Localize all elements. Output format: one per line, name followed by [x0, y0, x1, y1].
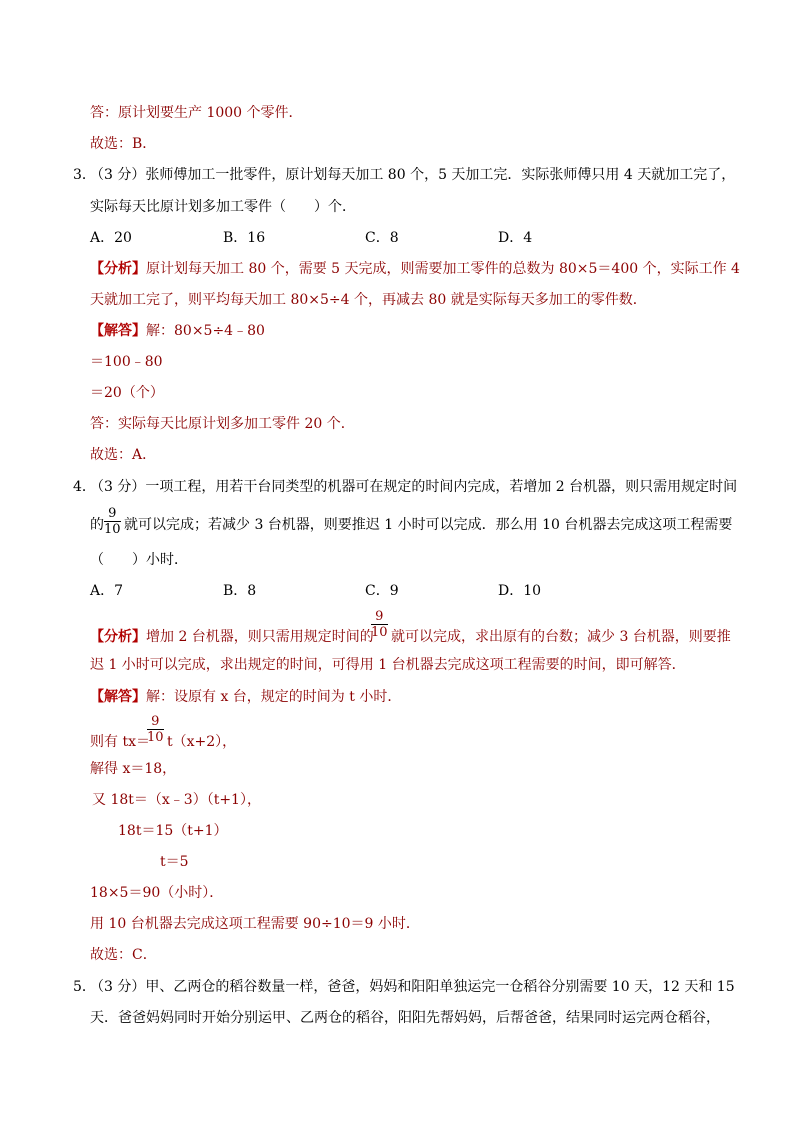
q4-choice: 故选：C．	[90, 947, 157, 963]
analysis-tag: 【分析】	[90, 629, 146, 645]
fraction-denominator: 10	[371, 625, 388, 640]
q3-option-b: B．16	[223, 230, 266, 246]
q4-analysis-fraction	[371, 609, 388, 640]
q3-option-d: D．4	[498, 230, 533, 246]
q4-stem-line1: （3 分）一项工程，用若干台同类型的机器可在规定的时间内完成，若增加 2 台机器，则只需用规定时间	[90, 479, 738, 495]
q2-answer: 答：原计划要生产 1000 个零件．	[90, 105, 303, 121]
q4-analysis-text: 增加 2 台机器，则只需用规定时间的	[146, 629, 374, 645]
q3-answer: 答：实际每天比原计划多加工零件 20 个．	[90, 416, 355, 432]
q4-eq1-fraction	[147, 714, 164, 745]
q3-stem-line2: 实际每天比原计划多加工零件（ ）个．	[90, 199, 356, 215]
q4-fraction	[104, 506, 121, 537]
q5-stem-line1: （3 分）甲、乙两仓的稻谷数量一样，爸爸，妈妈和阳阳单独运完一仓稻谷分别需要 10 天，12 天和 15	[90, 979, 735, 995]
q4-eq1-pre: 则有 tx＝	[90, 734, 150, 750]
q5-number: 5．	[73, 979, 96, 995]
q5-stem-line2: 天．爸爸妈妈同时开始分别运甲、乙两仓的稻谷，阳阳先帮妈妈，后帮爸爸，结果同时运完两仓稻谷，	[90, 1010, 720, 1026]
fraction-numerator: 9	[147, 714, 164, 730]
analysis-tag: 【分析】	[90, 261, 146, 277]
q4-option-d: D．10	[498, 583, 542, 599]
q3-analysis-text: 原计划每天加工 80 个，需要 5 天完成，则需要加工零件的总数为 80×5＝400 个，实际工作 4	[146, 261, 740, 277]
q3-number: 3．	[73, 167, 96, 183]
q3-analysis-line2: 天就加工完了，则平均每天加工 80×5÷4 个，再减去 80 就是实际每天多加工的零件数．	[90, 292, 647, 308]
q4-stem-line3: （ ）小时．	[90, 552, 188, 568]
solution-tag: 【解答】	[90, 689, 146, 705]
q4-analysis-line1-post: 就可以完成，求出原有的台数；减少 3 台机器，则要推	[391, 629, 731, 645]
q4-option-c: C．9	[365, 583, 399, 599]
q3-solution-text: 解：80×5÷4﹣80	[146, 323, 265, 339]
q3-option-c: C．8	[365, 230, 399, 246]
q4-analysis-line2: 迟 1 小时可以完成，求出规定的时间，可得用 1 台机器去完成这项工程需要的时间，即可解答．	[90, 657, 686, 673]
q4-number: 4．	[73, 479, 96, 495]
q3-option-a: A．20	[90, 230, 132, 246]
fraction-numerator: 9	[371, 609, 388, 625]
fraction-denominator: 10	[104, 522, 121, 537]
q3-choice: 故选：A．	[90, 447, 157, 463]
q3-step1: ＝100﹣80	[90, 354, 163, 370]
q4-option-b: B．8	[223, 583, 257, 599]
q4-solution-line1	[90, 688, 401, 706]
q4-stem-line2-post: 就可以完成；若减少 3 台机器，则要推迟 1 小时可以完成．那么用 10 台机器去完成这项工程需要	[124, 517, 733, 533]
fraction-denominator: 10	[147, 730, 164, 745]
q4-eq2: 解得 x＝18，	[90, 761, 177, 777]
q3-stem-line1: （3 分）张师傅加工一批零件，原计划每天加工 80 个，5 天加工完．实际张师傅只用 4 天就加工完了，	[90, 167, 736, 183]
q4-answer: 用 10 台机器去完成这项工程需要 90÷10＝9 小时．	[90, 916, 420, 932]
q4-eq4: 18t＝15（t+1）	[118, 823, 228, 839]
q4-stem-line2-pre: 的	[90, 517, 104, 533]
fraction-numerator: 9	[104, 506, 121, 522]
q4-eq1-post: t（x+2），	[167, 734, 237, 750]
q4-eq5: t＝5	[160, 854, 189, 870]
q3-solution-line1	[90, 322, 265, 340]
q4-option-a: A．7	[90, 583, 124, 599]
q4-eq6: 18×5＝90（小时）．	[90, 885, 224, 901]
q4-solution-text: 解：设原有 x 台，规定的时间为 t 小时．	[146, 689, 402, 705]
q4-eq3: 又 18t＝（x﹣3）（t+1），	[92, 792, 261, 808]
q2-choice: 故选：B．	[90, 136, 157, 152]
q3-analysis-line1	[90, 260, 740, 278]
q4-analysis-line1-pre	[90, 628, 374, 646]
q3-step2: ＝20（个）	[90, 385, 164, 401]
solution-tag: 【解答】	[90, 323, 146, 339]
